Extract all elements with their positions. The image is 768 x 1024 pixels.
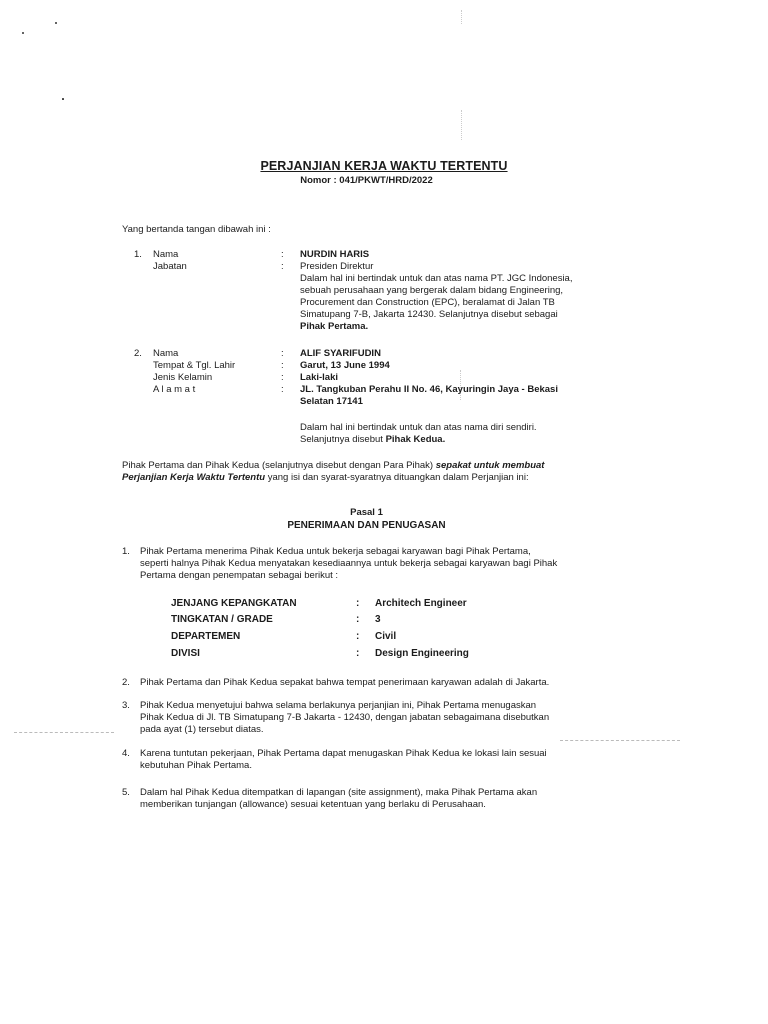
placement-value: Civil [375, 631, 397, 642]
colon: : [356, 614, 360, 625]
colon: : [281, 261, 284, 272]
placement-label: JENJANG KEPANGKATAN [171, 598, 297, 609]
party-1-number: 1. [134, 249, 142, 260]
placement-value: 3 [375, 614, 381, 625]
party-2-desc-line [300, 434, 445, 445]
clause-line: Pertama dengan penempatan sebagai berikut : [140, 570, 339, 581]
clause-line: kebutuhan Pihak Pertama. [140, 760, 252, 771]
placement-value: Design Engineering [375, 648, 469, 659]
colon: : [356, 648, 360, 659]
placement-value: Architech Engineer [375, 598, 467, 609]
clause-number: 1. [122, 546, 130, 557]
clause-number: 2. [122, 677, 130, 688]
clause-number: 5. [122, 787, 130, 798]
agreement-line [122, 472, 529, 483]
scan-speck [55, 22, 57, 24]
colon: : [281, 348, 284, 359]
party-2-desc-text: Selanjutnya disebut [300, 434, 386, 445]
clause-line: seperti halnya Pihak Kedua menyatakan kesediaannya untuk bekerja sebagai karyawan bagi Pihak [140, 558, 558, 569]
document-title: PERJANJIAN KERJA WAKTU TERTENTU [260, 159, 508, 173]
party-1-desc-line: sebuah perusahaan yang bergerak dalam bidang Engineering, [300, 285, 564, 296]
clause-line: pada ayat (1) tersebut diatas. [140, 724, 264, 735]
intro-text: Yang bertanda tangan dibawah ini : [122, 224, 271, 235]
colon: : [356, 631, 360, 642]
clause-line: Pihak Pertama menerima Pihak Kedua untuk bekerja sebagai karyawan bagi Pihak Pertama, [140, 546, 531, 557]
agreement-text: yang isi dan syarat-syaratnya dituangkan dalam Perjanjian ini: [265, 472, 529, 483]
party-2-address-line: Selatan 17141 [300, 396, 363, 407]
party-2-desc-line: Dalam hal ini bertindak untuk dan atas nama diri sendiri. [300, 422, 537, 433]
placement-label: TINGKATAN / GRADE [171, 614, 273, 625]
party-2-gender-label: Jenis Kelamin [153, 372, 213, 383]
colon: : [281, 372, 284, 383]
agreement-emphasis: Perjanjian Kerja Waktu Tertentu [122, 472, 266, 483]
clause-number: 3. [122, 700, 130, 711]
clause-line: Pihak Pertama dan Pihak Kedua sepakat bahwa tempat penerimaan karyawan adalah di Jakarta. [140, 677, 550, 688]
party-2-birth-label: Tempat & Tgl. Lahir [153, 360, 236, 371]
scan-artifact [461, 110, 462, 140]
article-title: PENERIMAAN DAN PENUGASAN [287, 520, 446, 531]
party-1-desc-line: Procurement dan Construction (EPC), beralamat di Jalan TB [300, 297, 555, 308]
clause-line: Karena tuntutan pekerjaan, Pihak Pertama dapat menugaskan Pihak Kedua ke lokasi lain sesuai [140, 748, 547, 759]
agreement-emphasis: sepakat untuk membuat [435, 460, 545, 471]
scan-artifact [14, 732, 114, 733]
placement-label: DEPARTEMEN [171, 631, 241, 642]
clause-number: 4. [122, 748, 130, 759]
party-1-name-label: Nama [153, 249, 179, 260]
party-1-position-value: Presiden Direktur [300, 261, 374, 272]
party-1-name-value: NURDIN HARIS [300, 249, 370, 260]
scan-speck [22, 32, 24, 34]
clause-line: memberikan tunjangan (allowance) sesuai ketentuan yang berlaku di Perusahaan. [140, 799, 486, 810]
agreement-line [122, 460, 544, 471]
placement-label: DIVISI [171, 648, 200, 659]
clause-line: Pihak Kedua di Jl. TB Simatupang 7-B Jakarta - 12430, dengan jabatan sebagaimana disebutkan [140, 712, 550, 723]
scan-artifact [560, 740, 680, 741]
party-2-name-value: ALIF SYARIFUDIN [300, 348, 381, 359]
agreement-text: Pihak Pertama dan Pihak Kedua (selanjutnya disebut dengan Para Pihak) [122, 460, 436, 471]
party-2-name-label: Nama [153, 348, 179, 359]
colon: : [356, 598, 360, 609]
colon: : [281, 360, 284, 371]
party-2-number: 2. [134, 348, 142, 359]
colon: : [281, 249, 284, 260]
party-2-address-line: JL. Tangkuban Perahu II No. 46, Kayuringin Jaya - Bekasi [300, 384, 558, 395]
clause-line: Dalam hal Pihak Kedua ditempatkan di lapangan (site assignment), maka Pihak Pertama akan [140, 787, 538, 798]
party-2-alias: Pihak Kedua. [385, 434, 446, 445]
article-number: Pasal 1 [350, 507, 383, 518]
party-1-alias: Pihak Pertama. [300, 321, 369, 332]
scan-speck [62, 98, 64, 100]
party-2-gender-value: Laki-laki [300, 372, 339, 383]
party-1-desc-line: Simatupang 7-B, Jakarta 12430. Selanjutnya disebut sebagai [300, 309, 558, 320]
document-number: Nomor : 041/PKWT/HRD/2022 [300, 175, 433, 186]
party-1-desc-line: Dalam hal ini bertindak untuk dan atas nama PT. JGC Indonesia, [300, 273, 573, 284]
party-2-birth-value: Garut, 13 June 1994 [300, 360, 390, 371]
scan-artifact [461, 10, 462, 24]
party-1-position-label: Jabatan [153, 261, 187, 272]
party-2-address-label: A l a m a t [153, 384, 196, 395]
colon: : [281, 384, 284, 395]
clause-line: Pihak Kedua menyetujui bahwa selama berlakunya perjanjian ini, Pihak Pertama menugaskan [140, 700, 537, 711]
